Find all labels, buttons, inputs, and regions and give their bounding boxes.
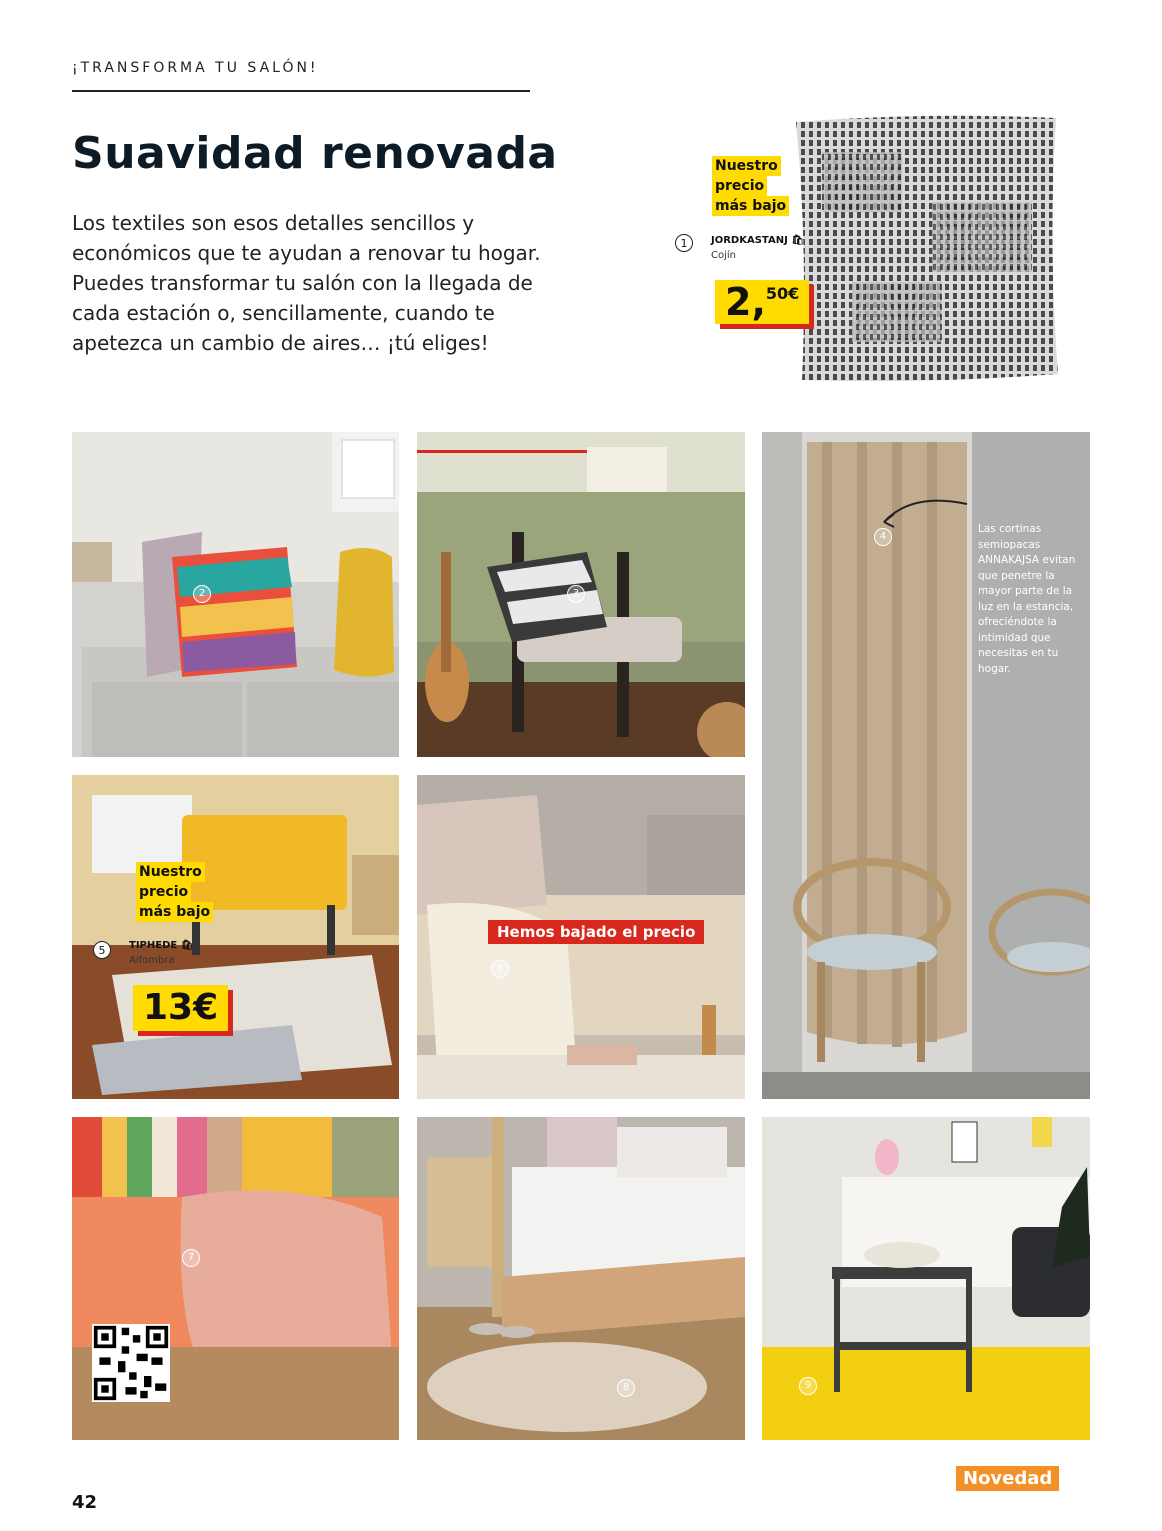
- cushion-image: [792, 112, 1060, 382]
- bag-icon: 🛍: [791, 235, 804, 246]
- rug-image: [72, 775, 399, 1099]
- badge-line: más bajo: [136, 902, 213, 922]
- new-badge: Novedad: [956, 1466, 1059, 1491]
- lowest-price-badge: [136, 862, 213, 922]
- product-number-pin: 3: [567, 585, 585, 603]
- product-number-pin: 8: [617, 1379, 635, 1397]
- photo-tile-rug: [72, 775, 399, 1099]
- product-number-pin: 4: [874, 528, 892, 546]
- photo-tile-bedroom: [417, 1117, 745, 1440]
- price-tag: 13€: [133, 985, 228, 1031]
- badge-line: Nuestro: [136, 862, 205, 882]
- curtain-caption: Las cortinas semiopacas ANNAKAJSA evitan que penetre la mayor parte de la luz en la estancia, ofreciéndote la intimidad que necesitas en tu hogar.: [978, 523, 1076, 675]
- bag-icon: 🛍: [180, 940, 194, 951]
- product-number-pin: 9: [799, 1377, 817, 1395]
- lowest-price-badge: [712, 156, 789, 216]
- section-kicker: ¡TRANSFORMA TU SALÓN!: [72, 60, 319, 76]
- intro-text: Los textiles son esos detalles sencillos y económicos que te ayudan a renovar tu hogar. Puedes transformar tu salón con la llegada de cada estación o, sencillamente, cuando te apetezca un cambio de aires… ¡tú eliges!: [72, 211, 541, 355]
- product-name: JORDKASTANJ 🛍: [711, 235, 804, 246]
- photo-tile-side-table: [762, 1117, 1090, 1440]
- price-tag: [715, 280, 809, 324]
- header-rule: [72, 90, 530, 92]
- product-number: 1: [675, 234, 693, 252]
- price-decimal: 50€: [765, 284, 800, 303]
- page-title: Suavidad renovada: [72, 128, 558, 179]
- bedroom-image: [417, 1117, 745, 1440]
- badge-line: precio: [712, 176, 767, 196]
- photo-tile-sofa: [72, 432, 399, 757]
- photo-tile-armchair: [417, 432, 745, 757]
- product-name: TIPHEDE 🛍: [129, 940, 194, 951]
- price-integer: 2,: [725, 280, 766, 324]
- page-number: 42: [72, 1492, 98, 1513]
- product-number-pin: 7: [182, 1249, 200, 1267]
- product-number: 5: [93, 941, 111, 959]
- sofa-image: [72, 432, 399, 757]
- product-number-pin: 6: [491, 960, 509, 978]
- badge-line: más bajo: [712, 196, 789, 216]
- product-type: Cojín: [711, 250, 736, 261]
- price-drop-badge: Hemos bajado el precio: [488, 920, 704, 944]
- product-type: Alfombra: [129, 955, 175, 966]
- product-number-pin: 2: [193, 585, 211, 603]
- qr-code[interactable]: [92, 1324, 170, 1402]
- badge-line: Nuestro: [712, 156, 781, 176]
- badge-line: precio: [136, 882, 191, 902]
